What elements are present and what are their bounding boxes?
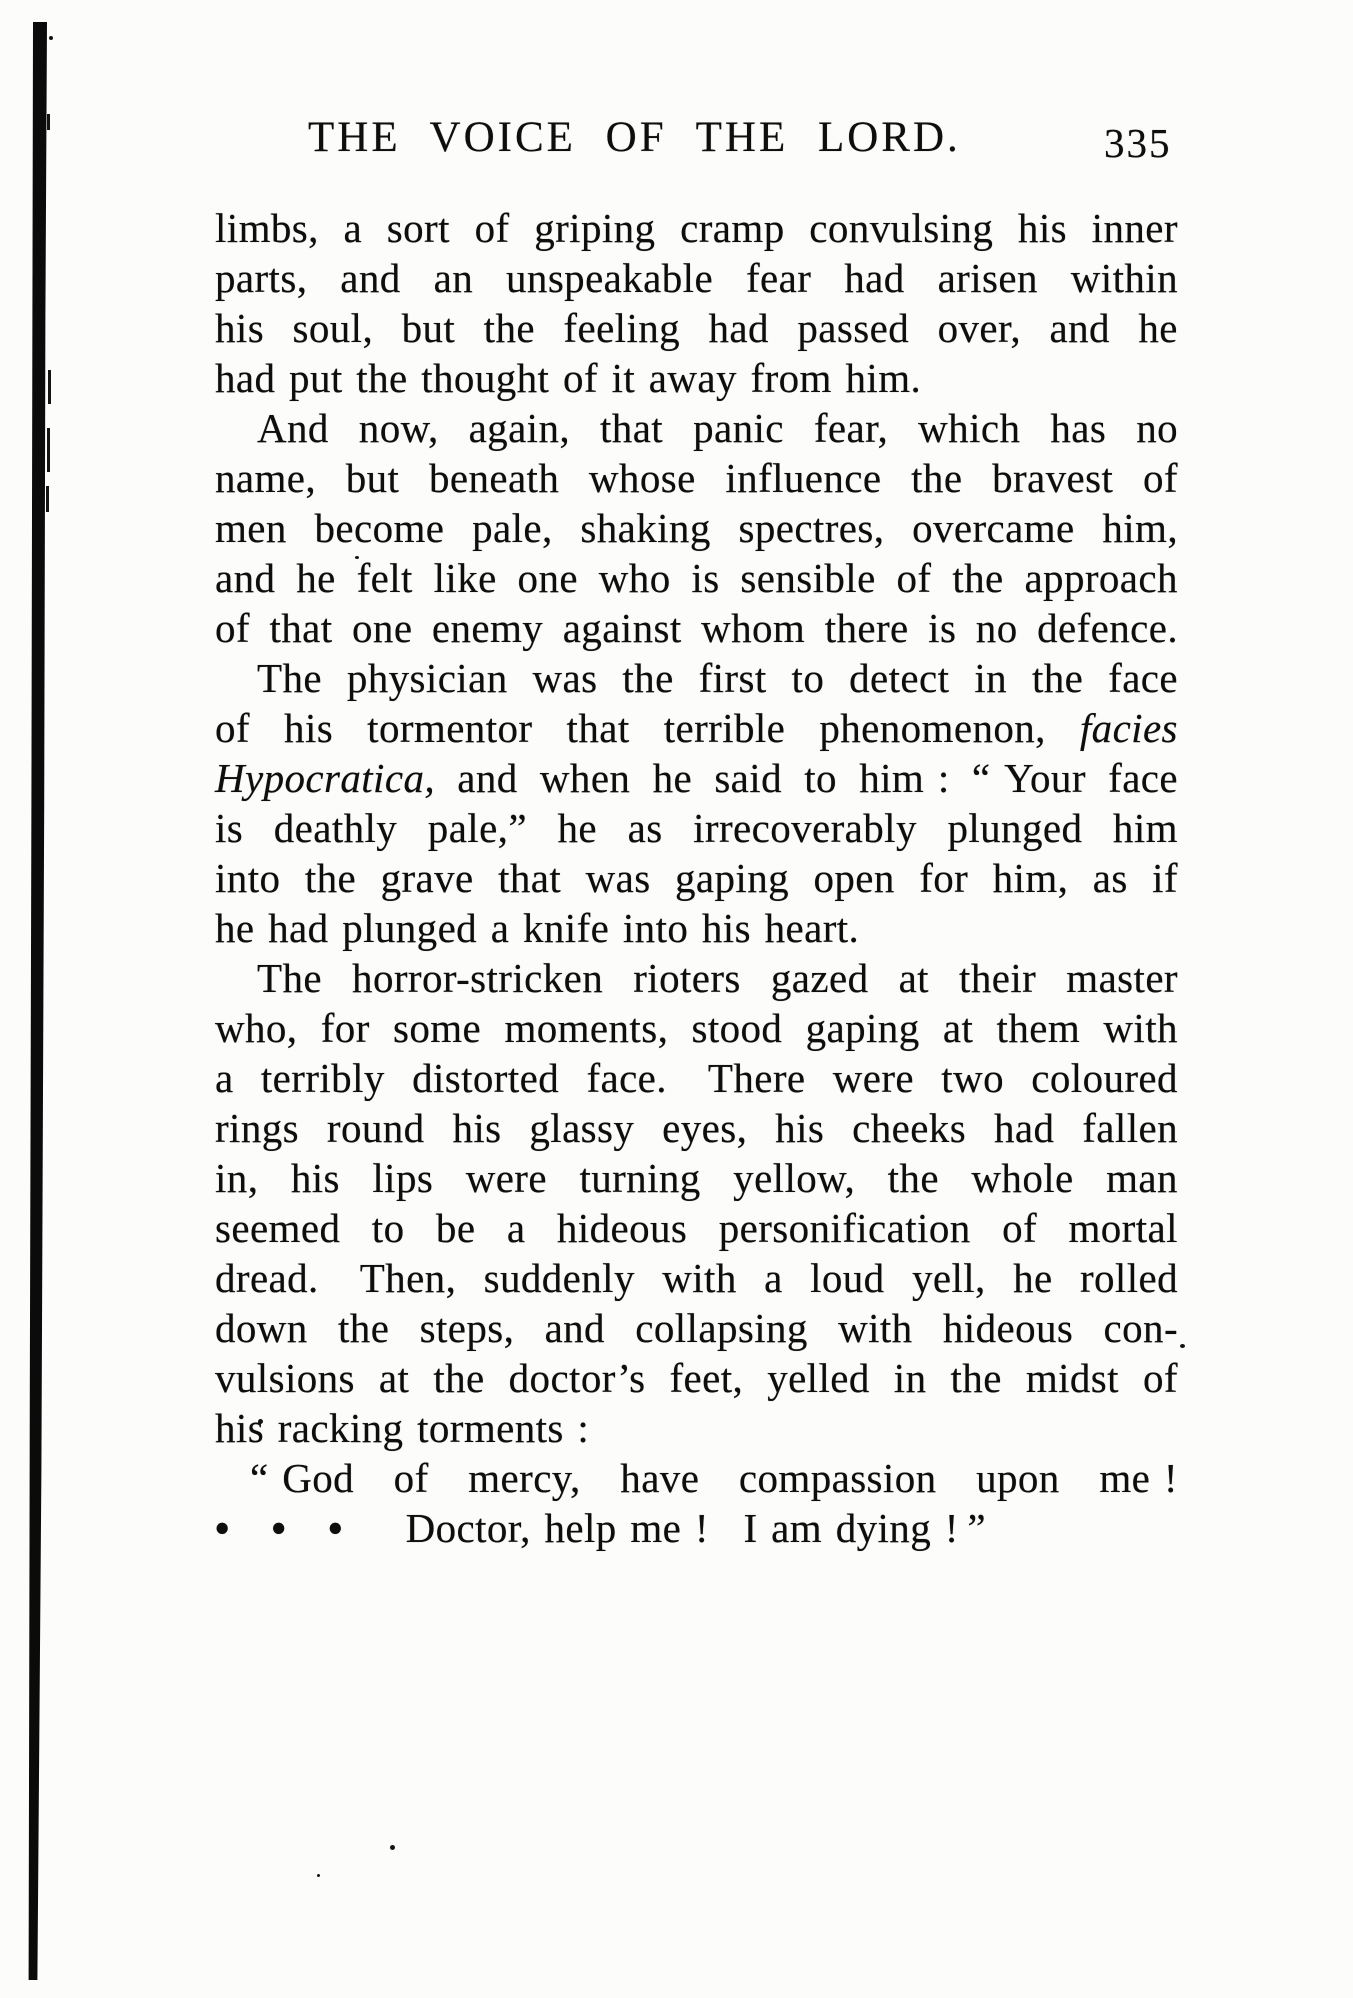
page-number: 335 bbox=[1104, 120, 1172, 166]
text-line: dread. Then, suddenly with a loud yell, he rolled bbox=[215, 1255, 1178, 1301]
text-line: “ God of mercy, have compassion upon me ! bbox=[250, 1455, 1178, 1501]
scan-tick bbox=[46, 486, 49, 512]
scan-speck bbox=[390, 1845, 395, 1850]
text-line: is deathly pale,” he as irrecoverably plunged him bbox=[215, 805, 1178, 851]
text-line: in, his lips were turning yellow, the whole man bbox=[215, 1155, 1178, 1201]
scan-tick bbox=[47, 428, 50, 472]
text-line: The horror-stricken rioters gazed at their master bbox=[257, 955, 1178, 1001]
text-line: into the grave that was gaping open for him, as if bbox=[215, 855, 1178, 901]
text-line: who, for some moments, stood gaping at them with bbox=[215, 1005, 1178, 1051]
running-header-title: THE VOICE OF THE LORD. bbox=[308, 114, 961, 161]
text-line: and he felt like one who is sensible of the approach bbox=[215, 555, 1178, 601]
text-line: his racking torments : bbox=[215, 1405, 590, 1451]
text-line: name, but beneath whose influence the bravest of bbox=[215, 455, 1178, 501]
body-text bbox=[215, 203, 1178, 1553]
scan-speck bbox=[1180, 1344, 1185, 1348]
text-line: Hypocratica, and when he said to him : “ Your face bbox=[215, 755, 1178, 801]
text-line: vulsions at the doctor’s feet, yelled in the midst of bbox=[215, 1355, 1178, 1401]
text-line: down the steps, and collapsing with hideous con- bbox=[215, 1305, 1178, 1351]
scan-tick bbox=[47, 114, 50, 130]
scan-edge-bar bbox=[27, 22, 47, 1980]
text-line: rings round his glassy eyes, his cheeks had fallen bbox=[215, 1105, 1178, 1151]
text-line: limbs, a sort of griping cramp convulsing his inner bbox=[215, 205, 1178, 251]
text-line: had put the thought of it away from him. bbox=[215, 355, 922, 401]
text-line: he had plunged a knife into his heart. bbox=[215, 905, 860, 951]
text-line: men become pale, shaking spectres, overcame him, bbox=[215, 505, 1178, 551]
scan-tick bbox=[48, 370, 51, 404]
text-line: his soul, but the feeling had passed over, and he bbox=[215, 305, 1178, 351]
text-line: of his tormentor that terrible phenomenon, facies bbox=[215, 705, 1178, 751]
text-line: a terribly distorted face. There were two coloured bbox=[215, 1055, 1178, 1101]
scan-speck bbox=[317, 1874, 320, 1877]
text-line: The physician was the first to detect in the face bbox=[257, 655, 1178, 701]
text-line: And now, again, that panic fear, which has no bbox=[257, 405, 1178, 451]
text-line: • • • Doctor, help me ! I am dying ! ” bbox=[215, 1505, 987, 1551]
scan-speck bbox=[49, 36, 53, 40]
text-line: seemed to be a hideous personification of mortal bbox=[215, 1205, 1178, 1251]
text-line: of that one enemy against whom there is no defence. bbox=[215, 605, 1178, 651]
text-line: parts, and an unspeakable fear had arisen within bbox=[215, 255, 1178, 301]
